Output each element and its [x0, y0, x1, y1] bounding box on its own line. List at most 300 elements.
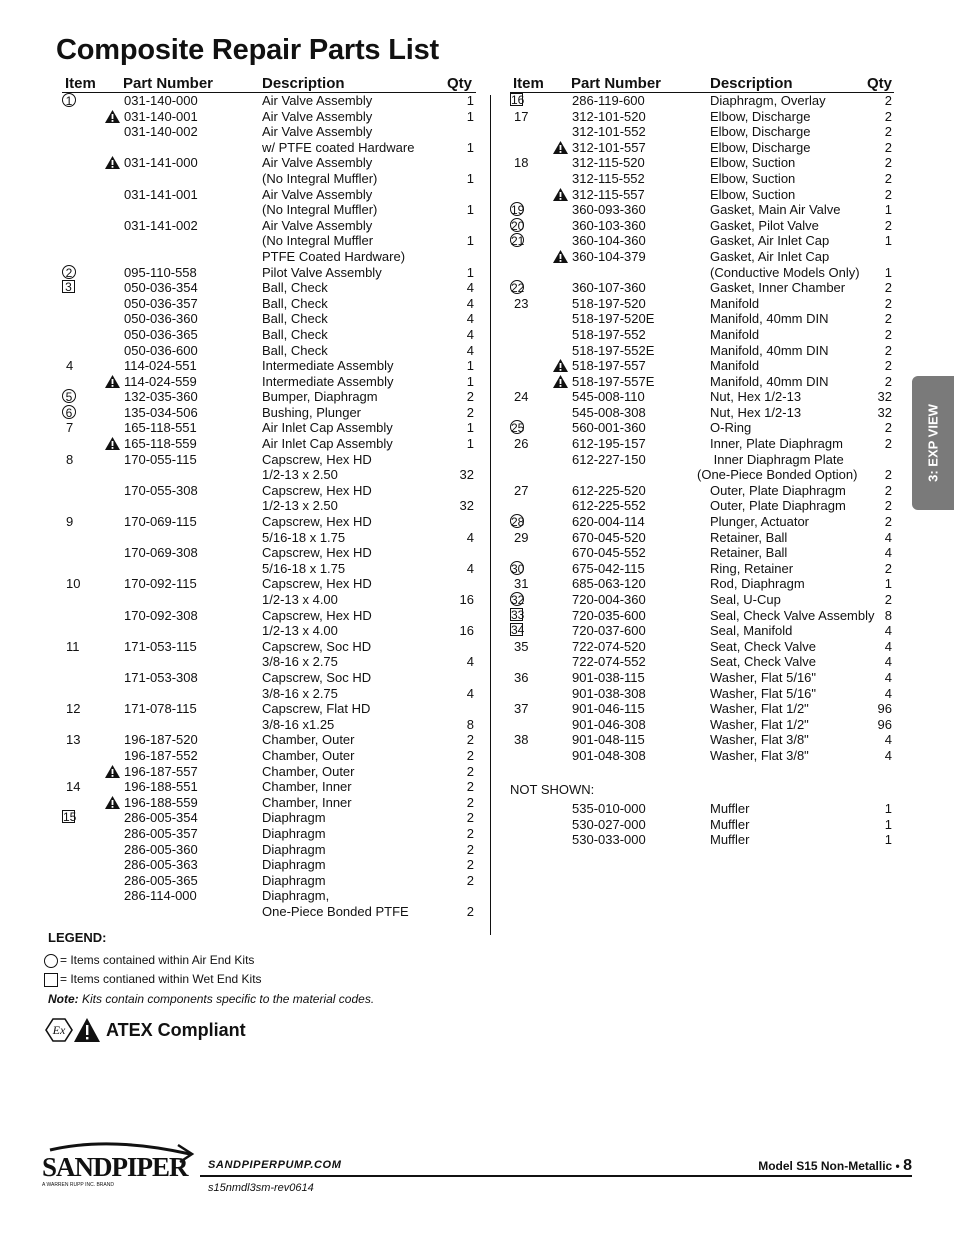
parts-table-right	[510, 76, 894, 848]
table-row	[510, 296, 894, 312]
table-row	[62, 327, 476, 343]
part-number: 196-188-551	[124, 779, 198, 795]
description: Seal, U-Cup	[710, 592, 781, 607]
table-row	[510, 801, 894, 817]
header-item: Item	[65, 75, 96, 92]
legend	[48, 930, 374, 1006]
table-row	[510, 187, 894, 203]
description: Ball, Check	[262, 295, 328, 311]
table-row	[510, 452, 894, 468]
quantity: 4	[884, 732, 892, 748]
description: Ball, Check	[262, 326, 328, 342]
atex-warning-icon	[105, 437, 120, 450]
brand-sub: A WARREN RUPP INC. BRAND	[42, 1182, 114, 1188]
description: Seal, Manifold	[710, 623, 793, 639]
atex-warning-icon	[105, 375, 120, 388]
description: Retainer, Ball	[710, 529, 788, 545]
quantity: 4	[466, 654, 474, 670]
table-row	[62, 420, 476, 436]
part-number: 530-033-000	[572, 832, 646, 848]
part-number: 560-001-360	[572, 420, 646, 436]
description: 3/8-16 x1.25	[262, 716, 335, 732]
description: Manifold	[710, 358, 760, 374]
item-number: 26	[514, 436, 529, 452]
table-row	[510, 748, 894, 764]
quantity: 2	[884, 280, 892, 296]
part-number: 685-063-120	[572, 576, 646, 592]
quantity: 2	[884, 139, 892, 155]
part-number: 050-036-360	[124, 311, 198, 327]
part-number: 901-048-308	[572, 747, 646, 763]
description: Air Valve Assembly	[262, 217, 373, 233]
atex-compliant	[44, 1016, 246, 1046]
table-row	[62, 140, 476, 156]
part-number: 612-195-157	[572, 436, 646, 452]
quantity: 2	[466, 404, 474, 420]
part-number: 050-036-357	[124, 295, 198, 311]
part-number: 196-187-520	[124, 732, 198, 748]
quantity: 32	[459, 467, 474, 483]
table-row	[62, 654, 476, 670]
part-number: 518-197-552	[572, 326, 646, 342]
part-number: 518-197-520	[572, 295, 646, 311]
table-row	[62, 483, 476, 499]
description: Capscrew, Flat HD	[262, 701, 371, 717]
table-row	[62, 280, 476, 296]
part-number: 170-069-308	[124, 545, 198, 561]
atex-warning-icon	[553, 250, 568, 263]
part-number: 360-104-379	[572, 248, 646, 264]
description: Washer, Flat 3/8"	[710, 732, 809, 748]
description: Elbow, Discharge	[710, 139, 811, 155]
description: Capscrew, Hex HD	[262, 576, 372, 592]
item-number: 11	[66, 638, 80, 654]
quantity: 2	[884, 467, 892, 483]
part-number: 114-024-559	[124, 373, 197, 389]
item-number: 29	[514, 529, 529, 545]
item-number: 10	[66, 576, 81, 592]
description: Gasket, Air Inlet Cap	[710, 248, 830, 264]
table-row	[510, 233, 894, 249]
quantity: 4	[466, 560, 474, 576]
table-row	[510, 436, 894, 452]
part-number: 196-187-557	[124, 763, 198, 779]
table-row	[62, 826, 476, 842]
quantity: 2	[466, 825, 474, 841]
item-number: 23	[514, 295, 529, 311]
item-number: 7	[66, 420, 74, 436]
item-number: 4	[66, 358, 74, 374]
quantity: 2	[884, 373, 892, 389]
air-end-kit-marker: 5	[62, 389, 76, 403]
description: Manifold	[710, 295, 760, 311]
table-row	[62, 779, 476, 795]
quantity: 1	[884, 233, 892, 249]
table-row	[62, 452, 476, 468]
quantity: 4	[884, 654, 892, 670]
table-row	[510, 576, 894, 592]
table-row	[62, 358, 476, 374]
quantity: 2	[884, 436, 892, 452]
atex-ex-warning-icon	[44, 1016, 104, 1046]
table-row	[510, 202, 894, 218]
part-number: 031-141-000	[124, 155, 198, 171]
table-row	[62, 311, 476, 327]
table-row	[62, 701, 476, 717]
part-number: 518-197-557	[572, 358, 646, 374]
description: Intermediate Assembly	[262, 358, 394, 374]
table-row	[62, 389, 476, 405]
item-number: 12	[66, 701, 81, 717]
part-number: 286-005-360	[124, 841, 198, 857]
legend-note: Note: Kits contain components specific to the material codes.	[48, 992, 375, 1006]
description: Ring, Retainer	[710, 560, 794, 576]
description: Air Valve Assembly	[262, 186, 373, 202]
description: Seat, Check Valve	[710, 638, 816, 654]
table-row	[62, 857, 476, 873]
part-number: 031-140-001	[124, 108, 198, 124]
quantity: 2	[884, 358, 892, 374]
description: w/ PTFE coated Hardware	[262, 139, 415, 155]
circle-marker-icon	[44, 954, 58, 968]
item-number: 17	[514, 108, 529, 124]
part-number: 196-187-552	[124, 747, 198, 763]
part-number: 171-053-308	[124, 669, 198, 685]
table-row	[62, 576, 476, 592]
description: Washer, Flat 5/16"	[710, 669, 817, 685]
part-number: 286-114-000	[124, 888, 197, 904]
table-body	[510, 93, 894, 764]
quantity: 2	[884, 482, 892, 498]
item-number: 38	[514, 732, 529, 748]
table-row	[62, 686, 476, 702]
table-row	[62, 561, 476, 577]
table-row	[510, 374, 894, 390]
description: Gasket, Air Inlet Cap	[710, 233, 830, 249]
description: Diaphragm	[262, 872, 326, 888]
description: Washer, Flat 3/8"	[710, 747, 809, 763]
quantity: 4	[466, 295, 474, 311]
quantity: 4	[466, 342, 474, 358]
part-number: 530-027-000	[572, 816, 646, 832]
item-number: 13	[66, 732, 81, 748]
table-row	[62, 748, 476, 764]
quantity: 96	[877, 716, 892, 732]
table-row	[62, 810, 476, 826]
description: Gasket, Pilot Valve	[710, 217, 819, 233]
part-number: 312-101-557	[572, 139, 646, 155]
table-row	[510, 93, 894, 109]
table-row	[510, 109, 894, 125]
brand-name: SANDPIPER	[42, 1152, 188, 1182]
part-number: 612-227-150	[572, 451, 646, 467]
quantity: 96	[877, 701, 892, 717]
part-number: 286-005-363	[124, 857, 198, 873]
air-end-kit-marker: 32	[511, 593, 525, 607]
table-row	[62, 904, 476, 920]
table-row	[510, 389, 894, 405]
part-number: 720-035-600	[572, 607, 646, 623]
quantity: 2	[466, 857, 474, 873]
exp-view-tab[interactable]	[912, 376, 954, 510]
table-row	[62, 795, 476, 811]
part-number: 170-069-115	[124, 514, 197, 530]
part-number: 286-005-357	[124, 825, 198, 841]
part-number: 545-008-308	[572, 404, 646, 420]
table-row	[62, 545, 476, 561]
item-number: 27	[514, 482, 529, 498]
item-number: 18	[514, 155, 529, 171]
atex-warning-icon	[105, 156, 120, 169]
item-number: 14	[66, 779, 81, 795]
table-row	[62, 764, 476, 780]
table-row	[62, 171, 476, 187]
table-row	[510, 218, 894, 234]
quantity: 4	[884, 669, 892, 685]
part-number: 095-110-558	[124, 264, 197, 280]
description: Ball, Check	[262, 342, 328, 358]
description: Inner Diaphragm Plate	[710, 451, 844, 467]
description: (Conductive Models Only)	[710, 264, 860, 280]
table-row	[62, 202, 476, 218]
table-row	[510, 327, 894, 343]
description: (One-Piece Bonded Option)	[697, 467, 858, 483]
part-number: 170-055-308	[124, 482, 198, 498]
part-number: 114-024-551	[124, 358, 197, 374]
table-row	[510, 140, 894, 156]
quantity: 1	[884, 801, 892, 817]
table-row	[510, 265, 894, 281]
part-number: 901-038-115	[572, 669, 645, 685]
description: 1/2-13 x 2.50	[262, 498, 338, 514]
part-number: 722-074-552	[572, 654, 646, 670]
description: Muffler	[710, 816, 750, 832]
quantity: 4	[884, 685, 892, 701]
part-number: 720-004-360	[572, 592, 646, 607]
footer-url[interactable]: SANDPIPERPUMP.COM	[208, 1159, 342, 1171]
part-number: 901-048-115	[572, 732, 645, 748]
quantity: 1	[884, 832, 892, 848]
description: Manifold, 40mm DIN	[710, 373, 829, 389]
description: Gasket, Main Air Valve	[710, 202, 841, 218]
quantity: 2	[466, 903, 474, 919]
table-row	[510, 498, 894, 514]
description: Muffler	[710, 801, 750, 817]
description: Air Valve Assembly	[262, 108, 373, 124]
table-row	[62, 249, 476, 265]
table-row	[510, 592, 894, 608]
description: Diaphragm	[262, 857, 326, 873]
quantity: 1	[884, 264, 892, 280]
quantity: 4	[884, 747, 892, 763]
quantity: 2	[466, 389, 474, 405]
table-row	[62, 343, 476, 359]
table-row	[510, 405, 894, 421]
part-number: 050-036-365	[124, 326, 198, 342]
page-number: 8	[903, 1157, 912, 1174]
part-number: 050-036-600	[124, 342, 198, 358]
table-row	[510, 343, 894, 359]
part-number: 312-115-552	[572, 170, 645, 186]
table-row	[62, 498, 476, 514]
description: Diaphragm	[262, 825, 326, 841]
wet-end-kit-marker: 34	[511, 623, 525, 638]
table-row	[510, 249, 894, 265]
part-number: 132-035-360	[124, 389, 198, 405]
description: PTFE Coated Hardware)	[262, 248, 406, 264]
part-number: 535-010-000	[572, 801, 646, 817]
table-row	[62, 296, 476, 312]
table-row	[510, 124, 894, 140]
part-number: 171-053-115	[124, 638, 197, 654]
quantity: 1	[466, 358, 474, 374]
description: Retainer, Ball	[710, 545, 788, 561]
description: Pilot Valve Assembly	[262, 264, 382, 280]
footer-model: Model S15 Non-Metallic • 8	[758, 1157, 912, 1174]
table-row	[62, 717, 476, 733]
header-part-number: Part Number	[123, 75, 214, 92]
table-row	[510, 483, 894, 499]
description: Ball, Check	[262, 280, 328, 296]
quantity: 2	[466, 747, 474, 763]
quantity: 4	[466, 280, 474, 296]
part-number: 518-197-520E	[572, 311, 655, 327]
table-body	[62, 93, 476, 919]
part-number: 170-055-115	[124, 451, 197, 467]
description: Elbow, Suction	[710, 186, 796, 202]
description: Air Valve Assembly	[262, 93, 373, 108]
part-number: 620-004-114	[572, 514, 645, 530]
table-row	[62, 873, 476, 889]
quantity: 1	[466, 202, 474, 218]
part-number: 722-074-520	[572, 638, 646, 654]
quantity: 4	[466, 326, 474, 342]
description: Manifold, 40mm DIN	[710, 311, 829, 327]
table-row	[510, 608, 894, 624]
quantity: 2	[466, 794, 474, 810]
part-number: 165-118-559	[124, 436, 197, 452]
quantity: 4	[466, 529, 474, 545]
part-number: 901-046-308	[572, 716, 646, 732]
description: Rod, Diaphragm	[710, 576, 805, 592]
part-number: 312-101-552	[572, 124, 646, 140]
description: Gasket, Inner Chamber	[710, 280, 846, 296]
quantity: 4	[884, 529, 892, 545]
part-number: 165-118-551	[124, 420, 197, 436]
parts-table-left	[62, 76, 476, 919]
part-number: 670-045-552	[572, 545, 646, 561]
part-number: 360-107-360	[572, 280, 646, 296]
description: 3/8-16 x 2.75	[262, 654, 338, 670]
quantity: 1	[466, 233, 474, 249]
table-row	[510, 701, 894, 717]
description: Elbow, Discharge	[710, 108, 811, 124]
exp-view-tab-label: 3: EXP VIEW	[925, 404, 941, 482]
description: Capscrew, Hex HD	[262, 482, 372, 498]
description: Air Inlet Cap Assembly	[262, 420, 393, 436]
quantity: 2	[884, 155, 892, 171]
table-row	[510, 686, 894, 702]
part-number: 901-038-308	[572, 685, 646, 701]
quantity: 8	[884, 607, 892, 623]
description: (No Integral Muffler)	[262, 170, 378, 186]
quantity: 1	[466, 264, 474, 280]
item-number: 24	[514, 389, 529, 405]
table-row	[510, 280, 894, 296]
part-number: 170-092-115	[124, 576, 197, 592]
table-row	[62, 732, 476, 748]
table-row	[510, 545, 894, 561]
quantity: 2	[884, 186, 892, 202]
quantity: 4	[884, 623, 892, 639]
description: Diaphragm	[262, 841, 326, 857]
description: Capscrew, Hex HD	[262, 451, 372, 467]
quantity: 2	[466, 732, 474, 748]
item-number: 37	[514, 701, 529, 717]
item-number: 36	[514, 669, 529, 685]
description: Air Inlet Cap Assembly	[262, 436, 393, 452]
footer-rule	[200, 1175, 912, 1177]
quantity: 16	[459, 592, 474, 607]
quantity: 1	[466, 436, 474, 452]
table-row	[510, 358, 894, 374]
table-row	[62, 405, 476, 421]
part-number: 170-092-308	[124, 607, 198, 623]
quantity: 2	[884, 560, 892, 576]
description: Inner, Plate Diaphragm	[710, 436, 843, 452]
table-row	[62, 608, 476, 624]
part-number: 612-225-552	[572, 498, 646, 514]
table-row	[510, 530, 894, 546]
table-row	[62, 233, 476, 249]
part-number: 286-005-354	[124, 810, 198, 826]
description: Plunger, Actuator	[710, 514, 810, 530]
part-number: 518-197-557E	[572, 373, 655, 389]
air-end-kit-marker: 21	[511, 234, 525, 249]
wet-end-kit-marker: 3	[62, 280, 75, 293]
description: Seat, Check Valve	[710, 654, 816, 670]
wet-end-kit-marker: 16	[511, 93, 525, 107]
table-row	[510, 832, 894, 848]
table-row	[62, 670, 476, 686]
atex-warning-icon	[553, 141, 568, 154]
quantity: 2	[884, 498, 892, 514]
description: Intermediate Assembly	[262, 373, 394, 389]
table-row	[62, 888, 476, 904]
quantity: 1	[884, 202, 892, 218]
quantity: 1	[466, 170, 474, 186]
quantity: 2	[884, 124, 892, 140]
description: Chamber, Inner	[262, 794, 352, 810]
not-shown-label: NOT SHOWN:	[510, 781, 595, 797]
air-end-kit-marker: 1	[62, 93, 76, 107]
header-qty: Qty	[446, 75, 472, 92]
description: Manifold	[710, 326, 760, 342]
description: O-Ring	[710, 420, 752, 436]
air-end-kit-marker: 25	[511, 421, 525, 436]
part-number: 670-045-520	[572, 529, 646, 545]
air-end-kit-marker: 22	[511, 281, 525, 296]
header-item: Item	[513, 75, 544, 92]
quantity: 2	[884, 420, 892, 436]
description: Bumper, Diaphragm	[262, 389, 378, 405]
part-number: 050-036-354	[124, 280, 198, 296]
item-number: 31	[514, 576, 529, 592]
part-number: 612-225-520	[572, 482, 646, 498]
part-number: 312-115-520	[572, 155, 645, 171]
air-end-kit-marker: 28	[511, 515, 525, 530]
description: 1/2-13 x 4.00	[262, 592, 338, 607]
